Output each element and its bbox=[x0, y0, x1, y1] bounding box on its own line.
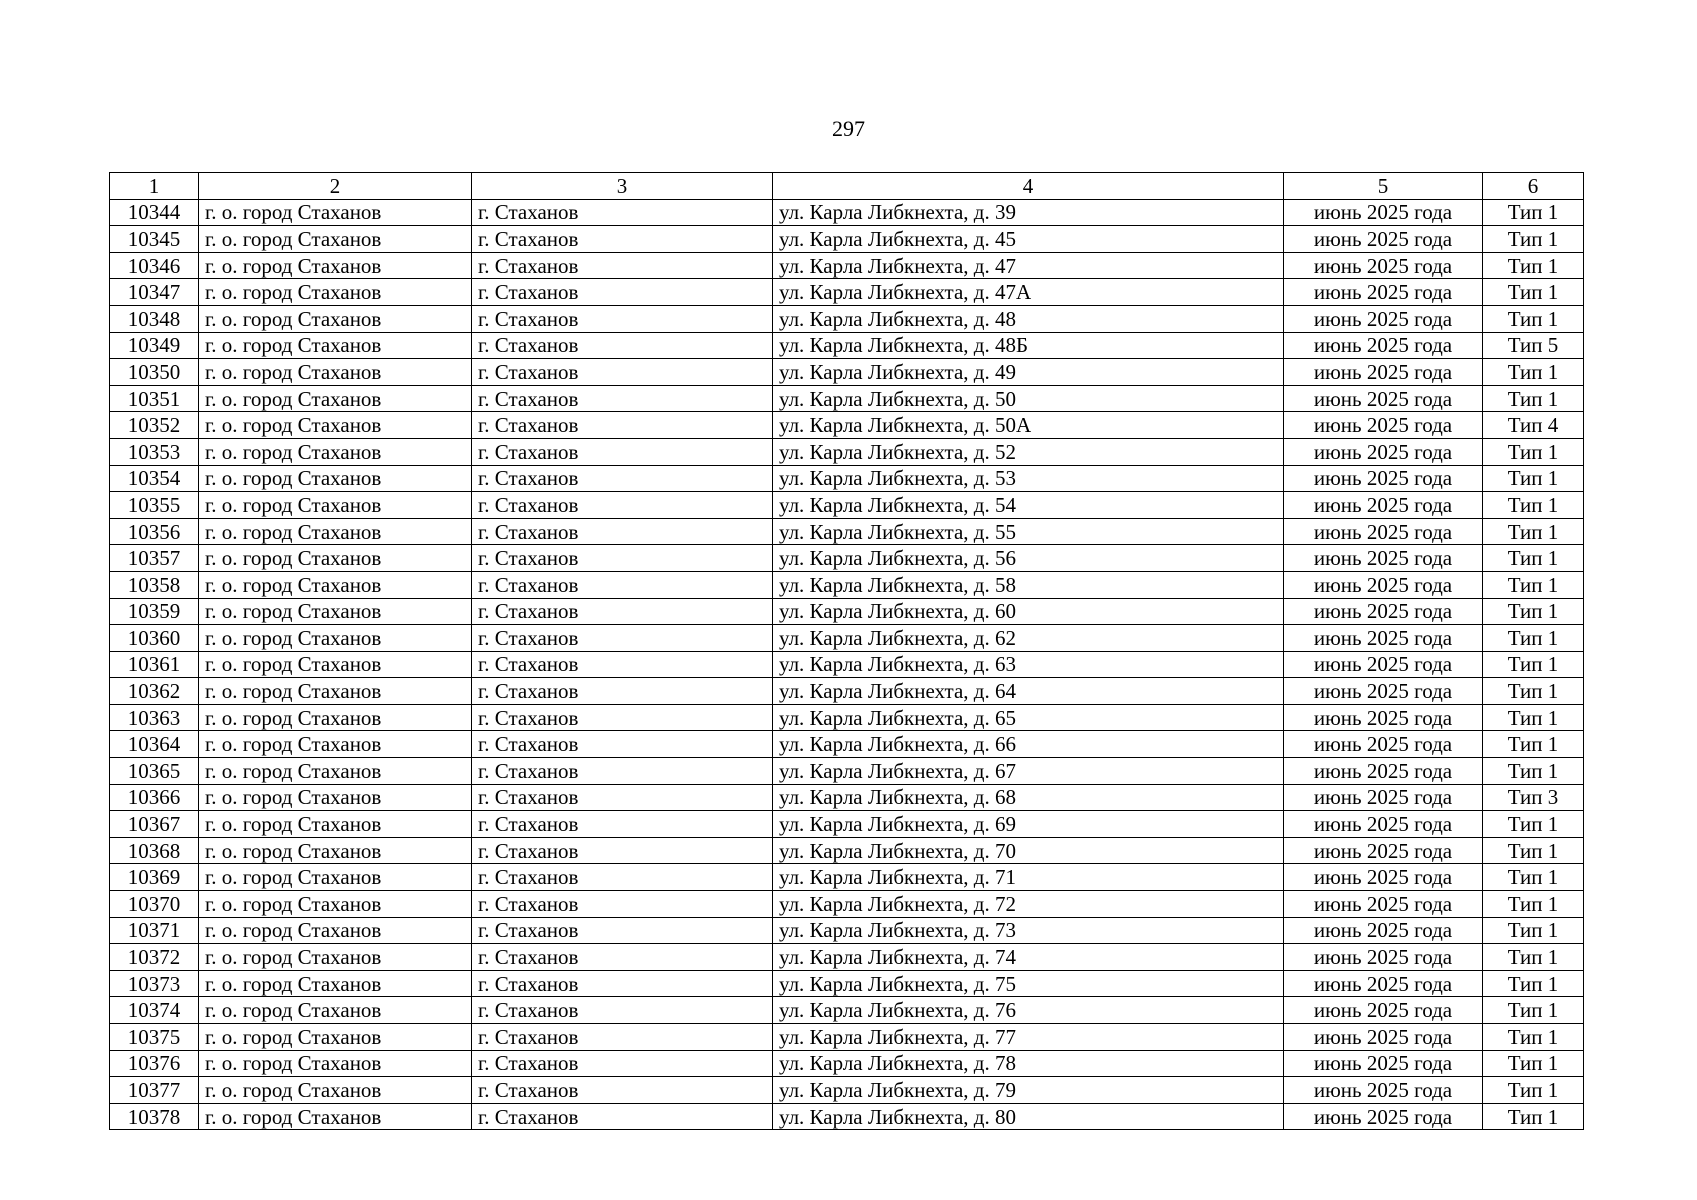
city-cell: г. Стаханов bbox=[472, 1077, 773, 1104]
row-number: 10370 bbox=[110, 891, 199, 918]
city-cell: г. Стаханов bbox=[472, 1050, 773, 1077]
address-cell: ул. Карла Либкнехта, д. 62 bbox=[773, 625, 1284, 652]
row-number: 10350 bbox=[110, 359, 199, 386]
city-cell: г. Стаханов bbox=[472, 678, 773, 705]
district-cell: г. о. город Стаханов bbox=[199, 784, 472, 811]
city-cell: г. Стаханов bbox=[472, 944, 773, 971]
address-cell: ул. Карла Либкнехта, д. 47 bbox=[773, 252, 1284, 279]
date-cell: июнь 2025 года bbox=[1284, 571, 1483, 598]
row-number: 10363 bbox=[110, 704, 199, 731]
district-cell: г. о. город Стаханов bbox=[199, 492, 472, 519]
date-cell: июнь 2025 года bbox=[1284, 385, 1483, 412]
row-number: 10355 bbox=[110, 492, 199, 519]
row-number: 10362 bbox=[110, 678, 199, 705]
type-cell: Тип 1 bbox=[1483, 704, 1584, 731]
city-cell: г. Стаханов bbox=[472, 359, 773, 386]
district-cell: г. о. город Стаханов bbox=[199, 758, 472, 785]
district-cell: г. о. город Стаханов bbox=[199, 917, 472, 944]
row-number: 10354 bbox=[110, 465, 199, 492]
district-cell: г. о. город Стаханов bbox=[199, 252, 472, 279]
city-cell: г. Стаханов bbox=[472, 571, 773, 598]
address-cell: ул. Карла Либкнехта, д. 53 bbox=[773, 465, 1284, 492]
table-row bbox=[110, 518, 1584, 545]
city-cell: г. Стаханов bbox=[472, 917, 773, 944]
type-cell: Тип 1 bbox=[1483, 811, 1584, 838]
type-cell: Тип 1 bbox=[1483, 305, 1584, 332]
table-row bbox=[110, 1077, 1584, 1104]
table-row bbox=[110, 731, 1584, 758]
district-cell: г. о. город Стаханов bbox=[199, 837, 472, 864]
type-cell: Тип 1 bbox=[1483, 385, 1584, 412]
type-cell: Тип 1 bbox=[1483, 252, 1584, 279]
address-cell: ул. Карла Либкнехта, д. 39 bbox=[773, 199, 1284, 226]
date-cell: июнь 2025 года bbox=[1284, 784, 1483, 811]
table-row bbox=[110, 704, 1584, 731]
type-cell: Тип 1 bbox=[1483, 731, 1584, 758]
type-cell: Тип 1 bbox=[1483, 1103, 1584, 1130]
table-row bbox=[110, 1103, 1584, 1130]
date-cell: июнь 2025 года bbox=[1284, 545, 1483, 572]
address-cell: ул. Карла Либкнехта, д. 55 bbox=[773, 518, 1284, 545]
table-row bbox=[110, 571, 1584, 598]
table-row bbox=[110, 651, 1584, 678]
date-cell: июнь 2025 года bbox=[1284, 758, 1483, 785]
city-cell: г. Стаханов bbox=[472, 279, 773, 306]
city-cell: г. Стаханов bbox=[472, 199, 773, 226]
address-cell: ул. Карла Либкнехта, д. 50 bbox=[773, 385, 1284, 412]
address-cell: ул. Карла Либкнехта, д. 74 bbox=[773, 944, 1284, 971]
table-row bbox=[110, 837, 1584, 864]
district-cell: г. о. город Стаханов bbox=[199, 226, 472, 253]
city-cell: г. Стаханов bbox=[472, 385, 773, 412]
date-cell: июнь 2025 года bbox=[1284, 279, 1483, 306]
table-row bbox=[110, 438, 1584, 465]
city-cell: г. Стаханов bbox=[472, 811, 773, 838]
district-cell: г. о. город Стаханов bbox=[199, 465, 472, 492]
date-cell: июнь 2025 года bbox=[1284, 704, 1483, 731]
city-cell: г. Стаханов bbox=[472, 891, 773, 918]
type-cell: Тип 1 bbox=[1483, 465, 1584, 492]
table-row bbox=[110, 864, 1584, 891]
city-cell: г. Стаханов bbox=[472, 492, 773, 519]
city-cell: г. Стаханов bbox=[472, 545, 773, 572]
type-cell: Тип 1 bbox=[1483, 651, 1584, 678]
district-cell: г. о. город Стаханов bbox=[199, 412, 472, 439]
district-cell: г. о. город Стаханов bbox=[199, 811, 472, 838]
type-cell: Тип 1 bbox=[1483, 997, 1584, 1024]
city-cell: г. Стаханов bbox=[472, 704, 773, 731]
district-cell: г. о. город Стаханов bbox=[199, 704, 472, 731]
row-number: 10364 bbox=[110, 731, 199, 758]
date-cell: июнь 2025 года bbox=[1284, 997, 1483, 1024]
address-cell: ул. Карла Либкнехта, д. 60 bbox=[773, 598, 1284, 625]
address-cell: ул. Карла Либкнехта, д. 70 bbox=[773, 837, 1284, 864]
row-number: 10361 bbox=[110, 651, 199, 678]
address-cell: ул. Карла Либкнехта, д. 72 bbox=[773, 891, 1284, 918]
city-cell: г. Стаханов bbox=[472, 625, 773, 652]
address-cell: ул. Карла Либкнехта, д. 56 bbox=[773, 545, 1284, 572]
city-cell: г. Стаханов bbox=[472, 970, 773, 997]
date-cell: июнь 2025 года bbox=[1284, 226, 1483, 253]
row-number: 10375 bbox=[110, 1024, 199, 1051]
date-cell: июнь 2025 года bbox=[1284, 438, 1483, 465]
type-cell: Тип 1 bbox=[1483, 837, 1584, 864]
address-cell: ул. Карла Либкнехта, д. 50А bbox=[773, 412, 1284, 439]
type-cell: Тип 1 bbox=[1483, 492, 1584, 519]
address-cell: ул. Карла Либкнехта, д. 76 bbox=[773, 997, 1284, 1024]
type-cell: Тип 1 bbox=[1483, 359, 1584, 386]
date-cell: июнь 2025 года bbox=[1284, 891, 1483, 918]
date-cell: июнь 2025 года bbox=[1284, 305, 1483, 332]
row-number: 10360 bbox=[110, 625, 199, 652]
district-cell: г. о. город Стаханов bbox=[199, 864, 472, 891]
district-cell: г. о. город Стаханов bbox=[199, 1103, 472, 1130]
type-cell: Тип 1 bbox=[1483, 438, 1584, 465]
row-number: 10346 bbox=[110, 252, 199, 279]
city-cell: г. Стаханов bbox=[472, 837, 773, 864]
address-cell: ул. Карла Либкнехта, д. 48 bbox=[773, 305, 1284, 332]
type-cell: Тип 1 bbox=[1483, 864, 1584, 891]
registry-table bbox=[109, 172, 1584, 1130]
city-cell: г. Стаханов bbox=[472, 332, 773, 359]
type-cell: Тип 1 bbox=[1483, 1077, 1584, 1104]
table-row bbox=[110, 279, 1584, 306]
row-number: 10348 bbox=[110, 305, 199, 332]
district-cell: г. о. город Стаханов bbox=[199, 438, 472, 465]
type-cell: Тип 1 bbox=[1483, 891, 1584, 918]
district-cell: г. о. город Стаханов bbox=[199, 359, 472, 386]
table-row bbox=[110, 891, 1584, 918]
city-cell: г. Стаханов bbox=[472, 758, 773, 785]
column-header-1: 1 bbox=[110, 173, 199, 200]
address-cell: ул. Карла Либкнехта, д. 67 bbox=[773, 758, 1284, 785]
table-body bbox=[110, 199, 1584, 1130]
district-cell: г. о. город Стаханов bbox=[199, 651, 472, 678]
column-header-4: 4 bbox=[773, 173, 1284, 200]
row-number: 10366 bbox=[110, 784, 199, 811]
district-cell: г. о. город Стаханов bbox=[199, 1077, 472, 1104]
table-row bbox=[110, 625, 1584, 652]
table-row bbox=[110, 598, 1584, 625]
address-cell: ул. Карла Либкнехта, д. 78 bbox=[773, 1050, 1284, 1077]
address-cell: ул. Карла Либкнехта, д. 65 bbox=[773, 704, 1284, 731]
district-cell: г. о. город Стаханов bbox=[199, 891, 472, 918]
row-number: 10371 bbox=[110, 917, 199, 944]
row-number: 10367 bbox=[110, 811, 199, 838]
city-cell: г. Стаханов bbox=[472, 864, 773, 891]
row-number: 10351 bbox=[110, 385, 199, 412]
type-cell: Тип 1 bbox=[1483, 1024, 1584, 1051]
table-row bbox=[110, 359, 1584, 386]
address-cell: ул. Карла Либкнехта, д. 64 bbox=[773, 678, 1284, 705]
type-cell: Тип 1 bbox=[1483, 678, 1584, 705]
type-cell: Тип 4 bbox=[1483, 412, 1584, 439]
address-cell: ул. Карла Либкнехта, д. 77 bbox=[773, 1024, 1284, 1051]
type-cell: Тип 1 bbox=[1483, 545, 1584, 572]
district-cell: г. о. город Стаханов bbox=[199, 1024, 472, 1051]
date-cell: июнь 2025 года bbox=[1284, 970, 1483, 997]
row-number: 10378 bbox=[110, 1103, 199, 1130]
district-cell: г. о. город Стаханов bbox=[199, 332, 472, 359]
table-row bbox=[110, 412, 1584, 439]
district-cell: г. о. город Стаханов bbox=[199, 545, 472, 572]
date-cell: июнь 2025 года bbox=[1284, 1050, 1483, 1077]
row-number: 10359 bbox=[110, 598, 199, 625]
table-row bbox=[110, 252, 1584, 279]
page-number: 297 bbox=[832, 116, 865, 141]
city-cell: г. Стаханов bbox=[472, 598, 773, 625]
date-cell: июнь 2025 года bbox=[1284, 252, 1483, 279]
table-row bbox=[110, 758, 1584, 785]
district-cell: г. о. город Стаханов bbox=[199, 385, 472, 412]
city-cell: г. Стаханов bbox=[472, 1103, 773, 1130]
row-number: 10345 bbox=[110, 226, 199, 253]
address-cell: ул. Карла Либкнехта, д. 73 bbox=[773, 917, 1284, 944]
table-row bbox=[110, 1024, 1584, 1051]
district-cell: г. о. город Стаханов bbox=[199, 571, 472, 598]
address-cell: ул. Карла Либкнехта, д. 68 bbox=[773, 784, 1284, 811]
city-cell: г. Стаханов bbox=[472, 412, 773, 439]
address-cell: ул. Карла Либкнехта, д. 48Б bbox=[773, 332, 1284, 359]
type-cell: Тип 1 bbox=[1483, 758, 1584, 785]
date-cell: июнь 2025 года bbox=[1284, 944, 1483, 971]
date-cell: июнь 2025 года bbox=[1284, 678, 1483, 705]
row-number: 10373 bbox=[110, 970, 199, 997]
table-row bbox=[110, 199, 1584, 226]
address-cell: ул. Карла Либкнехта, д. 66 bbox=[773, 731, 1284, 758]
table-row bbox=[110, 997, 1584, 1024]
address-cell: ул. Карла Либкнехта, д. 52 bbox=[773, 438, 1284, 465]
column-header-6: 6 bbox=[1483, 173, 1584, 200]
address-cell: ул. Карла Либкнехта, д. 63 bbox=[773, 651, 1284, 678]
address-cell: ул. Карла Либкнехта, д. 71 bbox=[773, 864, 1284, 891]
district-cell: г. о. город Стаханов bbox=[199, 944, 472, 971]
date-cell: июнь 2025 года bbox=[1284, 625, 1483, 652]
district-cell: г. о. город Стаханов bbox=[199, 625, 472, 652]
city-cell: г. Стаханов bbox=[472, 305, 773, 332]
column-header-3: 3 bbox=[472, 173, 773, 200]
table-row bbox=[110, 970, 1584, 997]
row-number: 10347 bbox=[110, 279, 199, 306]
table-row bbox=[110, 226, 1584, 253]
date-cell: июнь 2025 года bbox=[1284, 199, 1483, 226]
table-row bbox=[110, 944, 1584, 971]
date-cell: июнь 2025 года bbox=[1284, 837, 1483, 864]
date-cell: июнь 2025 года bbox=[1284, 492, 1483, 519]
row-number: 10368 bbox=[110, 837, 199, 864]
type-cell: Тип 3 bbox=[1483, 784, 1584, 811]
table-row bbox=[110, 1050, 1584, 1077]
district-cell: г. о. город Стаханов bbox=[199, 279, 472, 306]
date-cell: июнь 2025 года bbox=[1284, 412, 1483, 439]
table-header bbox=[110, 173, 1584, 200]
city-cell: г. Стаханов bbox=[472, 518, 773, 545]
type-cell: Тип 1 bbox=[1483, 226, 1584, 253]
district-cell: г. о. город Стаханов bbox=[199, 518, 472, 545]
date-cell: июнь 2025 года bbox=[1284, 1077, 1483, 1104]
district-cell: г. о. город Стаханов bbox=[199, 199, 472, 226]
table-row bbox=[110, 678, 1584, 705]
row-number: 10349 bbox=[110, 332, 199, 359]
type-cell: Тип 1 bbox=[1483, 279, 1584, 306]
date-cell: июнь 2025 года bbox=[1284, 332, 1483, 359]
row-number: 10344 bbox=[110, 199, 199, 226]
district-cell: г. о. город Стаханов bbox=[199, 598, 472, 625]
date-cell: июнь 2025 года bbox=[1284, 917, 1483, 944]
table-row bbox=[110, 385, 1584, 412]
date-cell: июнь 2025 года bbox=[1284, 359, 1483, 386]
date-cell: июнь 2025 года bbox=[1284, 811, 1483, 838]
district-cell: г. о. город Стаханов bbox=[199, 678, 472, 705]
row-number: 10377 bbox=[110, 1077, 199, 1104]
type-cell: Тип 1 bbox=[1483, 1050, 1584, 1077]
table-row bbox=[110, 492, 1584, 519]
table-row bbox=[110, 545, 1584, 572]
header-row bbox=[110, 173, 1584, 200]
row-number: 10353 bbox=[110, 438, 199, 465]
row-number: 10369 bbox=[110, 864, 199, 891]
type-cell: Тип 1 bbox=[1483, 970, 1584, 997]
row-number: 10356 bbox=[110, 518, 199, 545]
city-cell: г. Стаханов bbox=[472, 1024, 773, 1051]
date-cell: июнь 2025 года bbox=[1284, 598, 1483, 625]
column-header-5: 5 bbox=[1284, 173, 1483, 200]
table-row bbox=[110, 332, 1584, 359]
district-cell: г. о. город Стаханов bbox=[199, 970, 472, 997]
table-row bbox=[110, 917, 1584, 944]
date-cell: июнь 2025 года bbox=[1284, 1024, 1483, 1051]
city-cell: г. Стаханов bbox=[472, 731, 773, 758]
address-cell: ул. Карла Либкнехта, д. 69 bbox=[773, 811, 1284, 838]
type-cell: Тип 1 bbox=[1483, 571, 1584, 598]
address-cell: ул. Карла Либкнехта, д. 75 bbox=[773, 970, 1284, 997]
city-cell: г. Стаханов bbox=[472, 997, 773, 1024]
type-cell: Тип 1 bbox=[1483, 518, 1584, 545]
date-cell: июнь 2025 года bbox=[1284, 518, 1483, 545]
district-cell: г. о. город Стаханов bbox=[199, 1050, 472, 1077]
column-header-2: 2 bbox=[199, 173, 472, 200]
city-cell: г. Стаханов bbox=[472, 784, 773, 811]
address-cell: ул. Карла Либкнехта, д. 47А bbox=[773, 279, 1284, 306]
address-cell: ул. Карла Либкнехта, д. 49 bbox=[773, 359, 1284, 386]
row-number: 10372 bbox=[110, 944, 199, 971]
row-number: 10365 bbox=[110, 758, 199, 785]
city-cell: г. Стаханов bbox=[472, 465, 773, 492]
district-cell: г. о. город Стаханов bbox=[199, 305, 472, 332]
table-row bbox=[110, 465, 1584, 492]
table-row bbox=[110, 811, 1584, 838]
row-number: 10376 bbox=[110, 1050, 199, 1077]
type-cell: Тип 5 bbox=[1483, 332, 1584, 359]
date-cell: июнь 2025 года bbox=[1284, 731, 1483, 758]
table-row bbox=[110, 784, 1584, 811]
type-cell: Тип 1 bbox=[1483, 598, 1584, 625]
address-cell: ул. Карла Либкнехта, д. 79 bbox=[773, 1077, 1284, 1104]
address-cell: ул. Карла Либкнехта, д. 58 bbox=[773, 571, 1284, 598]
type-cell: Тип 1 bbox=[1483, 625, 1584, 652]
date-cell: июнь 2025 года bbox=[1284, 864, 1483, 891]
row-number: 10352 bbox=[110, 412, 199, 439]
table-row bbox=[110, 305, 1584, 332]
district-cell: г. о. город Стаханов bbox=[199, 731, 472, 758]
date-cell: июнь 2025 года bbox=[1284, 1103, 1483, 1130]
city-cell: г. Стаханов bbox=[472, 252, 773, 279]
type-cell: Тип 1 bbox=[1483, 917, 1584, 944]
row-number: 10358 bbox=[110, 571, 199, 598]
date-cell: июнь 2025 года bbox=[1284, 465, 1483, 492]
date-cell: июнь 2025 года bbox=[1284, 651, 1483, 678]
city-cell: г. Стаханов bbox=[472, 438, 773, 465]
district-cell: г. о. город Стаханов bbox=[199, 997, 472, 1024]
city-cell: г. Стаханов bbox=[472, 226, 773, 253]
city-cell: г. Стаханов bbox=[472, 651, 773, 678]
address-cell: ул. Карла Либкнехта, д. 54 bbox=[773, 492, 1284, 519]
row-number: 10374 bbox=[110, 997, 199, 1024]
type-cell: Тип 1 bbox=[1483, 944, 1584, 971]
row-number: 10357 bbox=[110, 545, 199, 572]
address-cell: ул. Карла Либкнехта, д. 80 bbox=[773, 1103, 1284, 1130]
address-cell: ул. Карла Либкнехта, д. 45 bbox=[773, 226, 1284, 253]
type-cell: Тип 1 bbox=[1483, 199, 1584, 226]
